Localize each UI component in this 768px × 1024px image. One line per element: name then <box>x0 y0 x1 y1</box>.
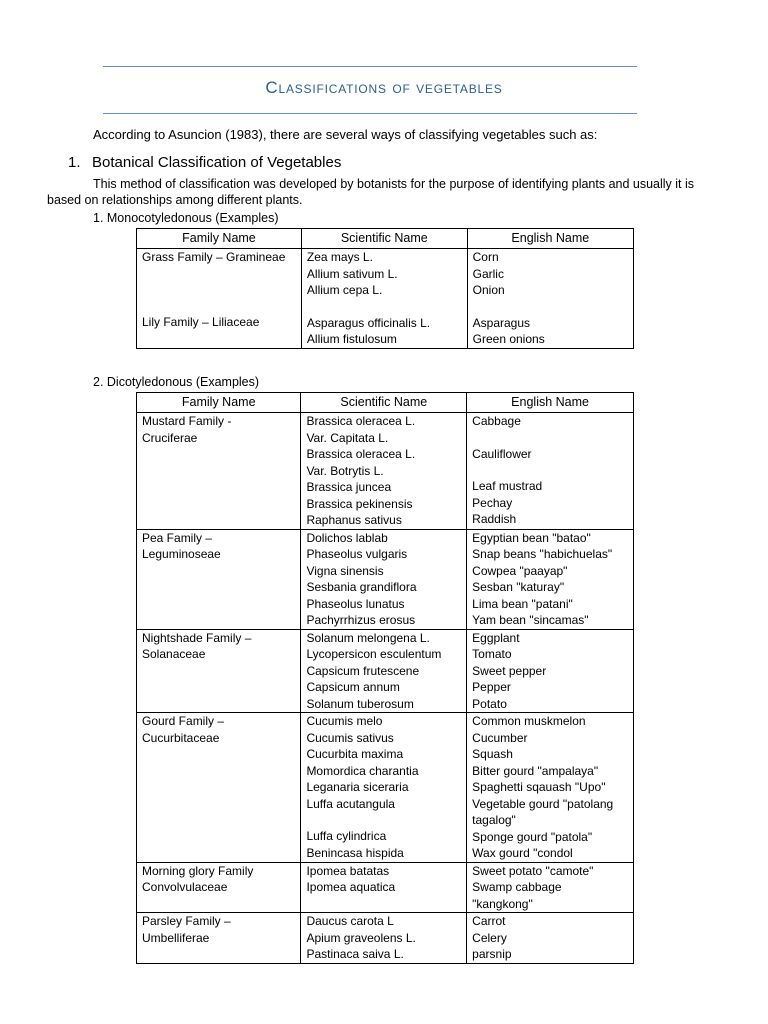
scientific-cell <box>301 529 467 629</box>
scientific-text: Cucumis sativus <box>306 730 394 745</box>
family-text: Mustard Family - <box>142 414 232 428</box>
scientific-text: Luffa acutangula <box>306 796 395 811</box>
scientific-text: Phaseolus lunatus <box>306 596 405 611</box>
table-row <box>137 529 634 629</box>
scientific-text: Sesbania grandiflora <box>306 580 417 594</box>
english-text: Tomato <box>472 647 512 661</box>
section-heading <box>68 154 341 171</box>
section-title: Botanical Classification of Vegetables <box>92 154 342 171</box>
english-cell <box>467 913 634 964</box>
section-number: 1. <box>68 154 81 171</box>
scientific-text: Benincasa hispida <box>306 845 404 860</box>
family-cell <box>137 249 302 349</box>
section-paragraph <box>47 176 707 208</box>
intro-text: According to Asuncion (1983), there are several ways of classifying vegetables such as: <box>93 127 598 142</box>
scientific-text: Leganaria siceraria <box>306 780 409 794</box>
scientific-text: Solanum tuberosum <box>306 696 414 711</box>
di-label: 2. Dicotyledonous (Examples) <box>93 375 260 389</box>
english-text: Sponge gourd "patola" <box>472 829 593 844</box>
dicot-table <box>136 392 634 964</box>
english-text: Cabbage <box>472 414 521 428</box>
header-english: English Name <box>467 393 634 413</box>
family-cell <box>137 862 301 913</box>
scientific-text: Phaseolus vulgaris <box>306 547 408 561</box>
english-text: Bitter gourd "ampalaya" <box>472 763 599 778</box>
family-text: Gourd Family – <box>142 714 225 728</box>
family-text: Parsley Family – <box>142 914 231 928</box>
family-text: Umbelliferae <box>142 930 210 945</box>
scientific-text: Raphanus sativus <box>306 513 402 527</box>
english-text: Corn <box>472 250 499 264</box>
header-family: Family Name <box>137 229 302 249</box>
english-text: Potato <box>472 696 507 711</box>
scientific-text: Momordica charantia <box>306 763 419 778</box>
english-text: Onion <box>472 283 505 297</box>
header-scientific: Scientific Name <box>301 393 467 413</box>
english-text: Leaf mustrad <box>472 479 543 493</box>
family-cell <box>137 913 301 964</box>
english-text: parsnip <box>472 947 512 961</box>
scientific-text: Luffa cylindrica <box>306 829 387 843</box>
english-text: "kangkong" <box>472 896 533 911</box>
english-cell <box>467 249 633 349</box>
family-text: Nightshade Family – <box>142 630 252 645</box>
scientific-text: Lycopersicon esculentum <box>306 647 442 661</box>
english-cell <box>467 629 634 713</box>
scientific-text: Allium fistulosum <box>306 332 397 346</box>
scientific-cell <box>301 862 467 913</box>
english-text: Eggplant <box>472 630 520 645</box>
english-text: Snap beans "habichuelas" <box>472 547 613 561</box>
english-text: Swamp cabbage <box>472 880 562 894</box>
family-cell <box>137 529 301 629</box>
scientific-text: Apium graveolens L. <box>306 930 416 945</box>
family-text: Grass Family – Gramineae <box>142 250 286 264</box>
english-text: Garlic <box>472 266 504 281</box>
english-text: Common muskmelon <box>472 714 586 728</box>
scientific-text: Cucumis melo <box>306 714 383 728</box>
header-scientific: Scientific Name <box>301 229 467 249</box>
english-text: Sweet potato "camote" <box>472 863 594 878</box>
english-cell <box>467 413 634 530</box>
english-text: Pepper <box>472 680 511 694</box>
header-family: Family Name <box>137 393 301 413</box>
english-cell <box>467 713 634 863</box>
scientific-text: Brassica oleracea L. <box>306 414 416 428</box>
scientific-text: Brassica juncea <box>306 480 392 494</box>
table-row <box>137 629 634 713</box>
english-text: Squash <box>472 747 513 761</box>
scientific-text: Zea mays L. <box>306 250 373 264</box>
scientific-text: Ipomea aquatica <box>306 880 396 894</box>
monocot-table <box>136 228 634 349</box>
family-text: Cucurbitaceae <box>142 730 220 745</box>
english-text: Spaghetti sqauash "Upo" <box>472 780 606 794</box>
family-text: Convolvulaceae <box>142 880 228 894</box>
table-row <box>137 413 634 530</box>
scientific-text: Var. Capitata L. <box>306 430 389 445</box>
english-text: Sweet pepper <box>472 663 547 678</box>
family-cell <box>137 713 301 863</box>
family-text: Leguminoseae <box>142 547 221 561</box>
mono-label: 1. Monocotyledonous (Examples) <box>93 211 279 225</box>
scientific-text: Pachyrrhizus erosus <box>306 613 416 627</box>
scientific-text: Var. Botrytis L. <box>306 463 384 478</box>
scientific-text: Capsicum annum <box>306 680 400 694</box>
bottom-rule <box>103 113 637 114</box>
family-text: Morning glory Family <box>142 863 254 878</box>
scientific-text: Solanum melongena L. <box>306 630 430 645</box>
english-text: Yam bean "sincamas" <box>472 613 589 627</box>
page-title: Classifications of vegetables <box>265 78 503 97</box>
english-text: Lima bean "patani" <box>472 596 573 611</box>
table-row <box>137 913 634 964</box>
english-text: Cucumber <box>472 730 528 745</box>
scientific-text: Cucurbita maxima <box>306 747 404 761</box>
english-text: Wax gourd "condol <box>472 846 573 860</box>
top-rule <box>103 66 637 67</box>
scientific-text: Brassica oleracea L. <box>306 447 416 461</box>
family-text: Pea Family – <box>142 530 213 545</box>
english-text: Raddish <box>472 512 517 526</box>
scientific-text: Capsicum frutescene <box>306 663 420 678</box>
english-text: Asparagus <box>472 315 531 330</box>
english-text: Cauliflower <box>472 446 532 461</box>
english-text: Vegetable gourd "patolang <box>472 796 614 811</box>
table-row <box>137 713 634 863</box>
scientific-text: Ipomea batatas <box>306 863 390 878</box>
paragraph-text: This method of classification was developed by botanists for the purpose of identifying plants and usually it is based on relationships among different plants. <box>47 177 695 207</box>
english-text: Carrot <box>472 914 506 928</box>
english-text: Green onions <box>472 332 545 346</box>
family-text: Lily Family – Liliaceae <box>142 314 260 329</box>
english-text: Celery <box>472 930 507 945</box>
family-text: Solanaceae <box>142 647 206 661</box>
table-row <box>137 862 634 913</box>
english-text: tagalog" <box>472 813 516 827</box>
scientific-cell <box>301 413 467 530</box>
scientific-text: Daucus carota L <box>306 914 394 928</box>
scientific-text: Asparagus officinalis L. <box>306 315 431 330</box>
scientific-cell <box>301 713 467 863</box>
scientific-text: Brassica pekinensis <box>306 496 413 511</box>
english-text: Pechay <box>472 495 513 510</box>
english-cell <box>467 529 634 629</box>
scientific-text: Vigna sinensis <box>306 563 384 578</box>
english-text: Egyptian bean "batao" <box>472 530 591 545</box>
scientific-text: Pastinaca saiva L. <box>306 947 404 961</box>
scientific-text: Allium sativum L. <box>306 266 398 281</box>
scientific-cell <box>301 629 467 713</box>
table-row <box>137 249 634 349</box>
scientific-cell <box>301 249 467 349</box>
english-text: Cowpea "paayap" <box>472 563 568 578</box>
scientific-text: Allium cepa L. <box>306 283 383 297</box>
family-cell <box>137 629 301 713</box>
family-cell <box>137 413 301 530</box>
header-english: English Name <box>467 229 633 249</box>
scientific-text: Dolichos lablab <box>306 530 388 545</box>
english-cell <box>467 862 634 913</box>
scientific-cell <box>301 913 467 964</box>
english-text: Sesban "katuray" <box>472 580 565 594</box>
family-text: Cruciferae <box>142 430 198 445</box>
